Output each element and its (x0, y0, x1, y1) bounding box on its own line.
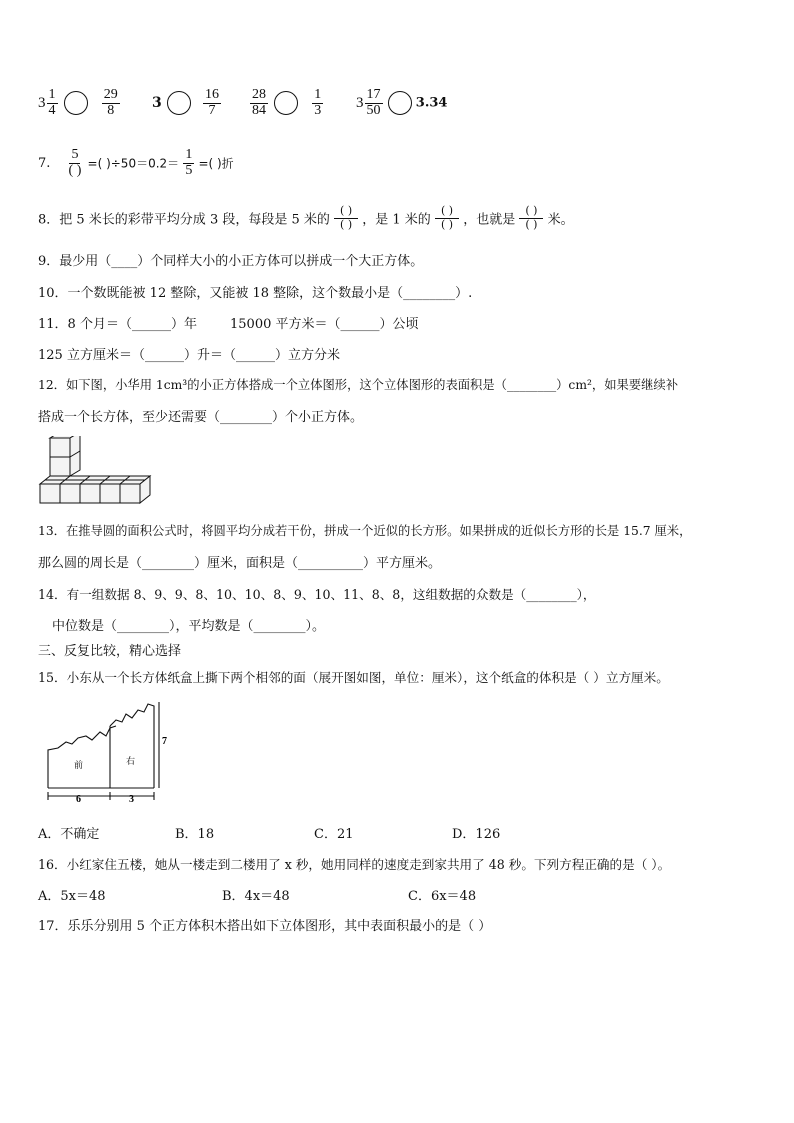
q7-tail: =( )折 (198, 156, 234, 171)
q8-b2-den[interactable]: ( ) (440, 217, 454, 231)
cube-face (100, 484, 120, 503)
compare-334: 3.34 (415, 95, 448, 111)
frac-f-num: 1 (314, 87, 322, 102)
whole-g: 3 (356, 94, 364, 111)
question-13-line1: 13．在推导圆的面积公式时，将圆平均分成若干份，拼成一个近似的长方形。如果拼成的近似长方形的长是 15.7 厘米， (38, 524, 692, 538)
q8-mid2: ，也就是 (463, 212, 516, 228)
compare-row (38, 88, 120, 118)
frac-g-den: 50 (366, 102, 381, 118)
q7-frac-num: 5 (71, 147, 79, 162)
q15-option-d[interactable]: D．126 (452, 827, 501, 842)
frac-a-den: 4 (48, 102, 56, 118)
torn-edge-front (48, 726, 116, 788)
question-16: 16．小红家住五楼，她从一楼走到二楼用了 x 秒，她用同样的速度走到家共用了 48 秒。下列方程正确的是（ ）。 (38, 857, 671, 872)
q8-blank-frac-2[interactable] (435, 205, 459, 231)
q15-option-a[interactable]: A．不确定 (38, 827, 100, 842)
compare-circle-1[interactable] (64, 91, 88, 115)
question-10: 10．一个数既能被 12 整除，又能被 18 整除，这个数最小是（________）. (38, 286, 473, 301)
cube-face (50, 438, 70, 457)
cube-face (80, 484, 100, 503)
q8-prefix: 8．把 5 米长的彩带平均分成 3 段，每段是 5 米的 (38, 212, 330, 228)
q8-b1-num[interactable]: ( ) (334, 205, 358, 219)
cube-face (40, 484, 60, 503)
q7-f2-den: 5 (185, 162, 193, 178)
q8-mid1: ，是 1 米的 (362, 212, 431, 228)
q7-frac-den[interactable]: ( ) (68, 162, 82, 178)
mixed-number-g (356, 88, 383, 118)
cube-figure (38, 436, 160, 506)
frac-g (365, 88, 383, 118)
frac-e-den: 84 (252, 102, 266, 118)
compare-3: 3 (152, 95, 162, 112)
question-7 (38, 148, 234, 178)
question-12-line2: 搭成一个长方体，至少还需要（________）个小正方体。 (38, 410, 364, 425)
frac-f-den: 3 (314, 102, 322, 118)
net-figure (38, 698, 168, 810)
compare-circle-4[interactable] (388, 91, 412, 115)
question-11-line1a: 11．8 个月＝（______）年 (38, 317, 197, 332)
label-right: 右 (126, 757, 136, 767)
question-11-line1b: 15000 平方米＝（______）公顷 (230, 317, 419, 332)
frac-d (203, 88, 221, 118)
dim-3: 3 (129, 794, 134, 805)
frac-b (102, 88, 120, 118)
frac-e-num: 28 (252, 87, 266, 102)
frac-e (250, 88, 268, 118)
question-14-line2: 中位数是（________），平均数是（________）。 (52, 619, 326, 634)
q8-b1-den[interactable]: ( ) (340, 217, 353, 231)
compare-row-4 (356, 88, 447, 118)
question-8 (38, 205, 574, 231)
cube-face (60, 484, 80, 503)
q8-blank-frac-3[interactable] (519, 205, 543, 231)
torn-edge-right (110, 704, 154, 788)
question-9: 9．最少用（____）个同样大小的小正方体可以拼成一个大正方体。 (38, 254, 424, 269)
frac-a (47, 88, 58, 118)
q16-option-c[interactable]: C．6x＝48 (408, 889, 477, 904)
frac-d-den: 7 (208, 102, 216, 118)
question-17: 17．乐乐分别用 5 个正方体积木搭出如下立体图形，其中表面积最小的是（ ） (38, 919, 492, 934)
compare-circle-2[interactable] (167, 91, 191, 115)
q8-b3-den[interactable]: ( ) (525, 217, 538, 231)
q15-option-c[interactable]: C．21 (314, 827, 354, 842)
q7-f2-num: 1 (185, 147, 193, 162)
frac-b-den: 8 (107, 102, 115, 118)
q7-number: 7. (38, 155, 51, 171)
q7-mid: =( )÷50＝0.2＝ (87, 156, 180, 171)
q16-option-a[interactable]: A．5x＝48 (38, 889, 106, 904)
q7-frac-2 (183, 148, 194, 178)
cube-face (120, 484, 140, 503)
q15-option-b[interactable]: B．18 (175, 827, 215, 842)
section-3-title: 三、反复比较，精心选择 (38, 644, 182, 659)
question-12-line1: 12．如下图，小华用 1cm³的小正方体搭成一个立体图形，这个立体图形的表面积是（________）cm²，如果要继续补 (38, 378, 678, 392)
question-11-line2: 125 立方厘米＝（______）升＝（______）立方分米 (38, 348, 340, 363)
compare-circle-3[interactable] (274, 91, 298, 115)
whole-a: 3 (38, 94, 46, 111)
q8-b2-num[interactable]: ( ) (435, 205, 459, 219)
q8-b3-num[interactable]: ( ) (519, 205, 543, 219)
frac-f (312, 88, 323, 118)
frac-a-num: 1 (48, 87, 56, 102)
mixed-number-a (38, 88, 58, 118)
compare-row-2 (152, 88, 221, 118)
cube-face (50, 457, 70, 476)
dim-7: 7 (162, 736, 167, 747)
frac-b-num: 29 (103, 87, 118, 102)
q7-frac (67, 148, 84, 178)
question-13-line2: 那么圆的周长是（________）厘米，面积是（__________）平方厘米。 (38, 556, 442, 571)
compare-row-3 (250, 88, 323, 118)
q8-blank-frac-1[interactable] (334, 205, 358, 231)
frac-g-num: 17 (366, 87, 381, 102)
question-14-line1: 14．有一组数据 8、9、9、8、10、10、8、9、10、11、8、8，这组数据的众数是（________）， (38, 587, 596, 602)
question-15: 15．小东从一个长方体纸盒上撕下两个相邻的面（展开图如图，单位：厘米），这个纸盒的体积是（ ）立方厘米。 (38, 670, 669, 685)
frac-d-num: 16 (205, 87, 220, 102)
label-front: 前 (74, 761, 84, 771)
q8-suffix: 米。 (547, 212, 574, 228)
q16-option-b[interactable]: B．4x＝48 (222, 889, 290, 904)
dim-6: 6 (76, 794, 81, 805)
